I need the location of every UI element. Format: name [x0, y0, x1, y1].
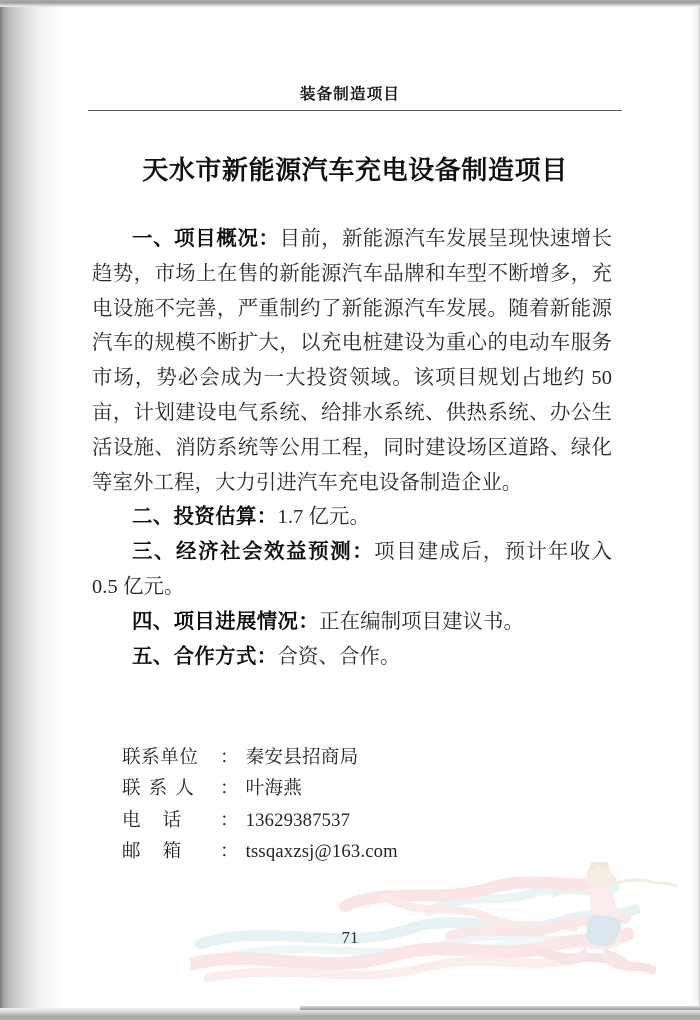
header-divider: [88, 110, 622, 111]
contact-unit-colon: ：: [220, 747, 239, 768]
section-cooperation: [92, 640, 612, 675]
scan-bottom-edge-secondary: [300, 1006, 700, 1010]
contact-email-value: tssqaxzsj@163.com: [245, 841, 398, 863]
contact-person-value: 叶海燕: [245, 778, 302, 800]
contact-email-row: [122, 836, 552, 867]
book-binding-gutter: [0, 0, 62, 1020]
section-cooperation-label: 五、合作方式：: [132, 645, 278, 668]
contact-unit-row: [122, 742, 552, 773]
section-overview-body: 目前，新能源汽车发展呈现快速增长趋势，市场上在售的新能源汽车品牌和车型不断增多，充电设施不完善，严重制约了新能源汽车发展。随着新能源汽车的规模不断扩大，以充电桩建设为重心的电动车服务市场，势必会成为一大投资领域。该项目规划占地约 50 亩，计划建设电气系统、给排水系统、供热系统、办公生活设施、消防系统等公用工程，同时建设场区道路、绿化等室外工程，大力引进汽车充电设备制造企业。: [92, 228, 612, 494]
scan-top-edge: [0, 0, 700, 7]
page-number: 71: [341, 928, 359, 947]
body-text: [92, 222, 612, 674]
contact-unit-value: 秦安县招商局: [245, 747, 359, 768]
contact-block: [122, 742, 552, 868]
book-spine-line: [0, 0, 3, 1020]
section-benefits: [92, 535, 612, 605]
contact-person-row: [122, 773, 552, 804]
section-progress: [92, 605, 612, 640]
section-overview-label: 一、项目概况：: [132, 228, 280, 250]
contact-person-colon: ：: [220, 778, 239, 800]
contact-phone-colon: ：: [220, 809, 239, 831]
contact-person-label: 联系人: [122, 778, 202, 800]
section-investment-body: 1.7 亿元。: [277, 506, 371, 529]
running-header: 装备制造项目: [299, 86, 401, 103]
page-title: 天水市新能源汽车充电设备制造项目: [142, 155, 568, 185]
contact-email-label: 邮箱: [122, 841, 204, 863]
section-investment: [92, 500, 612, 535]
section-benefits-label: 三、经济社会效益预测：: [132, 541, 375, 564]
section-investment-label: 二、投资估算：: [132, 506, 278, 529]
contact-phone-row: [122, 805, 552, 836]
contact-unit-label: 联系单位: [122, 747, 199, 768]
contact-phone-value: 13629387537: [245, 809, 351, 831]
contact-phone-label: 电话: [122, 809, 204, 831]
section-progress-body: 正在编制项目建议书。: [319, 610, 525, 633]
section-progress-label: 四、项目进展情况：: [132, 610, 320, 633]
contact-email-colon: ：: [220, 841, 239, 863]
section-cooperation-body: 合资、合作。: [277, 645, 401, 668]
section-benefits-body: 项目建成后，预计年收入 0.5 亿元。: [92, 541, 612, 598]
section-overview: [92, 222, 612, 500]
